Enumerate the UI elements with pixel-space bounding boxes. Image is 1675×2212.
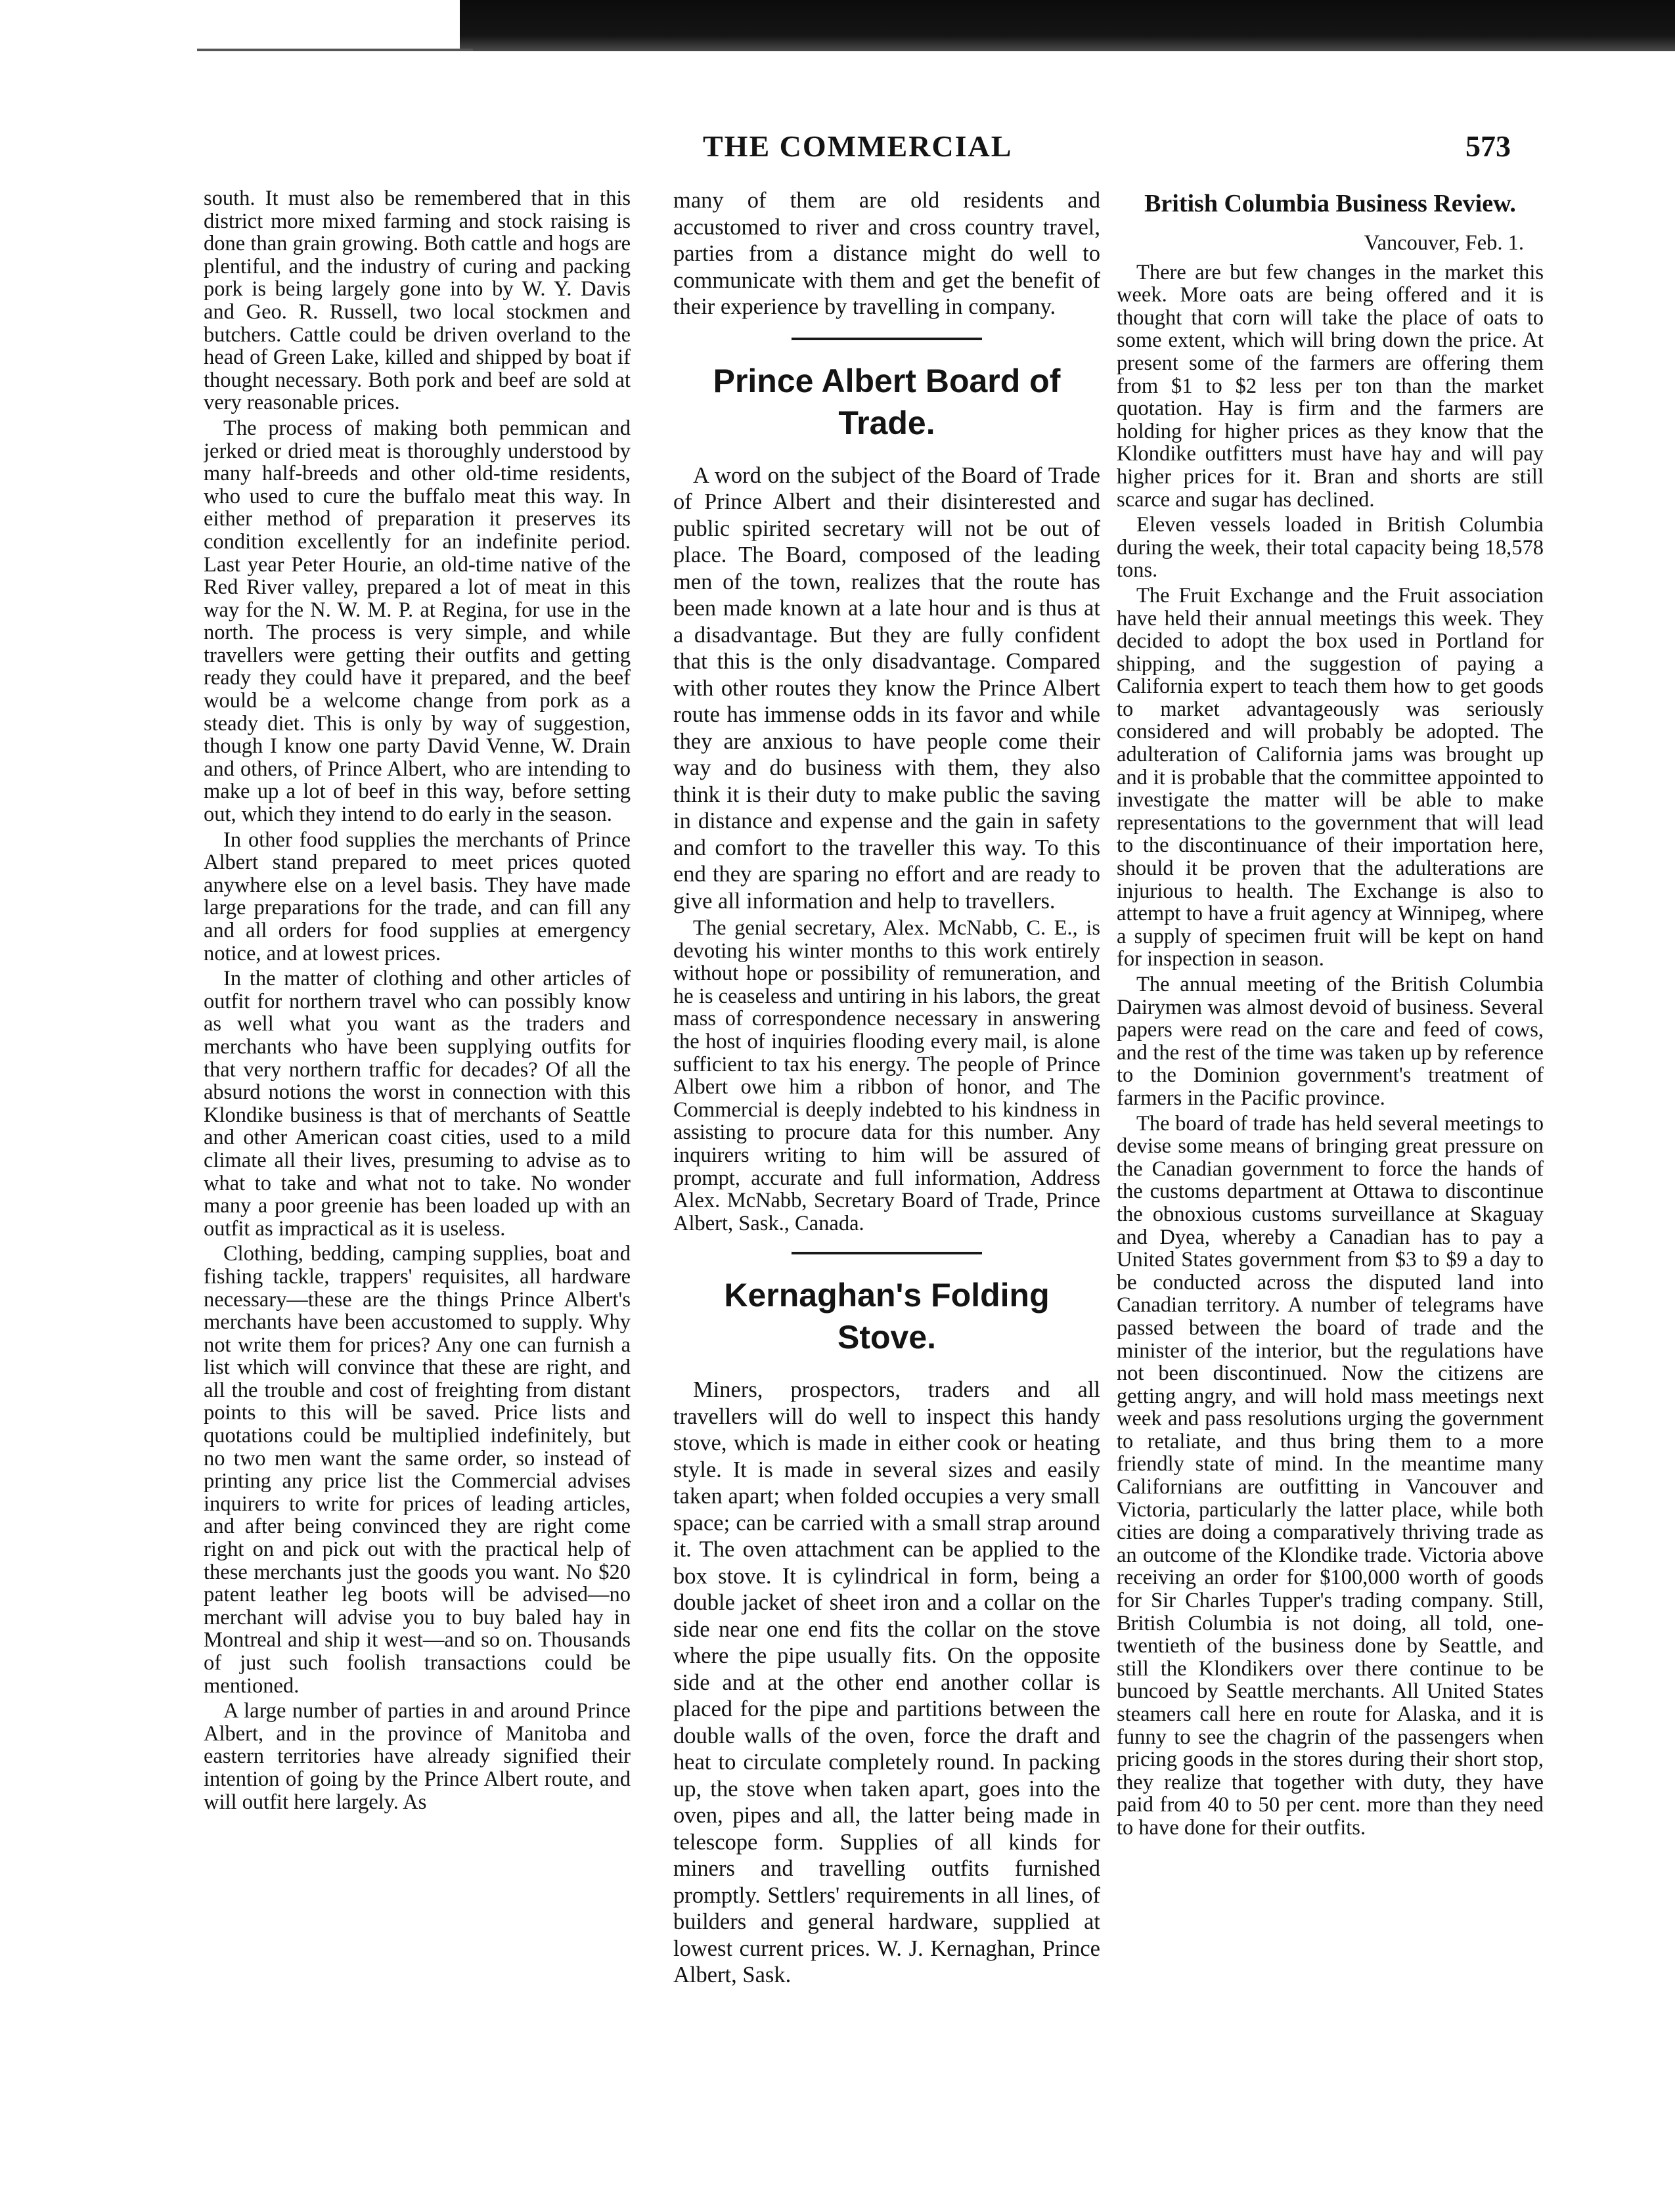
paragraph: The annual meeting of the British Columbia Dairymen was almost devoid of business. Several papers were read on the care and feed of cows, and the rest of the time was taken up by reference to the Dominion government's treatment of farmers in the Pacific province. — [1117, 973, 1544, 1110]
column-3 — [1117, 187, 1544, 2177]
paragraph: There are but few changes in the market this week. More oats are being offered and it is thought that corn will take the place of oats to some extent, which will bring down the price. At present some of the farmers are offering them from $1 to $2 less per ton than the market quotation. Hay is firm and the farmers are holding for higher prices as they know that the Klondike outfitters must have hay and will pay higher prices for it. Bran and shorts are still scarce and sugar has declined. — [1117, 260, 1544, 512]
column-2 — [673, 187, 1100, 2177]
paragraph: The genial secretary, Alex. McNabb, C. E., is devoting his winter months to this work entirely without hope or possibility of remuneration, and he is ceaseless and untiring in his labors, the great mass of correspondence necessary in answering the host of inquiries flooding every mail, is alone sufficient to tax his energy. The people of Prince Albert owe him a ribbon of honor, and The Commercial is deeply indebted to his kindness in assisting to procure data for this number. Any inquirers writing to him will be assured of prompt, accurate and full information, Address Alex. McNabb, Secretary Board of Trade, Prince Albert, Sask., Canada. — [673, 916, 1100, 1235]
paragraph: In the matter of clothing and other articles of outfit for northern travel who can possibly know as well what you want as the traders and merchants who have been supplying outfits for that very northern traffic for decades? Of all the absurd notions the worst in connection with this Klondike business is that of merchants of Seattle and other American coast cities, used to a mild climate all their lives, presuming to advise as to what to take and what not to take. No wonder many a poor greenie has been loaded up with an outfit as impractical as it is useless. — [204, 967, 631, 1241]
column-1 — [204, 187, 631, 2177]
paragraph: The process of making both pemmican and jerked or dried meat is thoroughly understood by many half-breeds and other old-time residents, who used to cure the buffalo meat this way. In either method of preparation it preserves its condition excellently for an indefinite period. Last year Peter Hourie, an old-time native of the Red River valley, prepared a lot of meat in this way for the N. W. M. P. at Regina, for use in the north. The process is very simple, and while travellers were getting their outfits and getting ready they could have it prepared, and the beef would be a welcome change from pork as a steady diet. This is only by way of suggestion, though I know one party David Venne, W. Drain and others, of Prince Albert, who are intending to make up a lot of beef in this way, before setting out, which they intend to do early in the season. — [204, 416, 631, 827]
paragraph: A word on the subject of the Board of Trade of Prince Albert and their disinterested and public spirited secretary will not be out of place. The Board, composed of the leading men of the town, realizes that the route has been made known at a late hour and is thus at a disadvantage. But they are fully confident that this is the only disadvantage. Compared with other routes they know the Prince Albert route has immense odds in its favor and while they are anxious to have people come their way and do business with them, they also think it is their duty to make public the saving in distance and expense and the gain in safety and comfort to the traveller this way. To this end they are sparing no effort and are ready to give all information and help to travellers. — [673, 462, 1100, 914]
paragraph: Miners, prospectors, traders and all travellers will do well to inspect this handy stove, which is made in either cook or heating style. It is made in several sizes and easily taken apart; when folded occupies a very small space; can be carried with a small strap around it. The oven attachment can be applied to the box stove. It is cylindrical in form, being a double jacket of sheet iron and a collar on the side near one end fits the collar on the stove where the pipe usually fits. On the opposite side and at the other end another collar is placed for the pipe and partitions between the double walls of the oven, force the draft and heat to circulate completely round. In packing up, the stove when taken apart, goes into the oven, pipes and all, the latter being made in telescope form. Supplies of all kinds for miners and travelling outfits furnished promptly. Settlers' requirements in all lines, of builders and general hardware, supplied at lowest current prices. W. J. Kernaghan, Prince Albert, Sask. — [673, 1377, 1100, 1988]
article-heading-folding-stove: Kernaghan's Folding Stove. — [724, 1277, 1050, 1356]
article-heading-bc-review: British Columbia Business Review. — [1144, 190, 1516, 217]
dateline: Vancouver, Feb. 1. — [1364, 231, 1524, 255]
scan-edge-shadow — [460, 0, 1675, 51]
page-number: 573 — [1465, 129, 1511, 163]
publication-title: THE COMMERCIAL — [703, 129, 1013, 163]
paragraph: A large number of parties in and around Prince Albert, and in the province of Manitoba and eastern territories have already signified their intention of going by the Prince Albert route, and will outfit here largely. As — [204, 1699, 631, 1814]
page-header — [184, 129, 1511, 168]
paragraph: The board of trade has held several meetings to devise some means of bringing great pressure on the Canadian government to force the hands of the customs department at Ottawa to discontinue the obnoxious customs surveillance at Skaguay and Dyea, whereby a Canadian has to pay a United States government from $3 to $9 a day to be conducted across the disputed land into Canadian territory. A number of telegrams have passed between the board of trade and the minister of the interior, but the regulations have not been discontinued. Now the citizens are getting angry, and will hold mass meetings next week and pass resolutions urging the government to retaliate, and thus bring them to a more friendly state of mind. In the meantime many Californians are outfitting in Vancouver and Victoria, particularly the latter place, while both cities are doing a comparatively thriving trade as an outcome of the Klondike trade. Victoria above receiving an order for $100,000 worth of goods for Sir Charles Tupper's trading company. Still, British Columbia is not doing, all told, one-twentieth of the business done by Seattle, and still the Klondikers over there continue to be buncoed by Seattle merchants. All United States steamers call here en route for Alaska, and it is funny to see the chagrin of the passengers when pricing goods in the stores during their short stop, they realize that together with duty, they have paid from 40 to 50 per cent. more than they need to have done for their outfits. — [1117, 1111, 1544, 1840]
paragraph: Eleven vessels loaded in British Columbia during the week, their total capacity being 18,578 tons. — [1117, 513, 1544, 583]
paragraph: In other food supplies the merchants of Prince Albert stand prepared to meet prices quoted anywhere else on a level basis. They have made large preparations for the trade, and can fill any and all orders for food supplies at emergency notice, and at lowest prices. — [204, 828, 631, 965]
section-divider — [792, 338, 982, 340]
section-divider — [792, 1252, 982, 1254]
paragraph: south. It must also be remembered that in this district more mixed farming and stock raising is done than grain growing. Both cattle and hogs are plentiful, and the industry of curing and packing pork is being largely gone into by W. Y. Davis and Geo. R. Russell, two local stockmen and butchers. Cattle could be driven overland to the head of Green Lake, killed and shipped by boat if thought necessary. Both pork and beef are sold at very reasonable prices. — [204, 187, 631, 415]
paragraph: Clothing, bedding, camping supplies, boat and fishing tackle, trappers' requisites, all hardware necessary—these are the things Prince Albert's merchants have been accustomed to supply. Why not write them for prices? Any one can furnish a list which will convince that these are right, and all the trouble and cost of freighting from distant points to this will be saved. Price lists and quotations could be multiplied indefinitely, but no two men want the same order, so instead of printing any price list the Commercial advises inquirers to write for prices of leading articles, and after being convinced they are right come right on and pick out with the practical help of these merchants just the goods you want. No $20 patent leather leg boots will be advised—no merchant will advise you to buy baled hay in Montreal and ship it west—and so on. Thousands of just such foolish transactions could be mentioned. — [204, 1242, 631, 1698]
paragraph: many of them are old residents and accustomed to river and cross country travel, parties from a distance might do well to communicate with them and get the benefit of their experience by travelling in company. — [673, 188, 1100, 319]
paragraph: The Fruit Exchange and the Fruit association have held their annual meetings this week. They decided to adopt the box used in Portland for shipping, and the suggestion of paying a California expert to teach them how to get goods to market advantageously was seriously considered and will probably be adopted. The adulteration of California jams was brought up and it is probable that the committee appointed to investigate the matter will be able to make representations to the government that will lead to the discontinuance of their importation here, should it be proven that the adulterations are injurious to health. The Exchange is also to attempt to have a fruit agency at Winnipeg, where a supply of specimen fruit will be kept on hand for inspection in season. — [1117, 583, 1544, 971]
scan-edge-line — [197, 49, 473, 51]
article-heading-board-of-trade: Prince Albert Board of Trade. — [713, 362, 1061, 441]
